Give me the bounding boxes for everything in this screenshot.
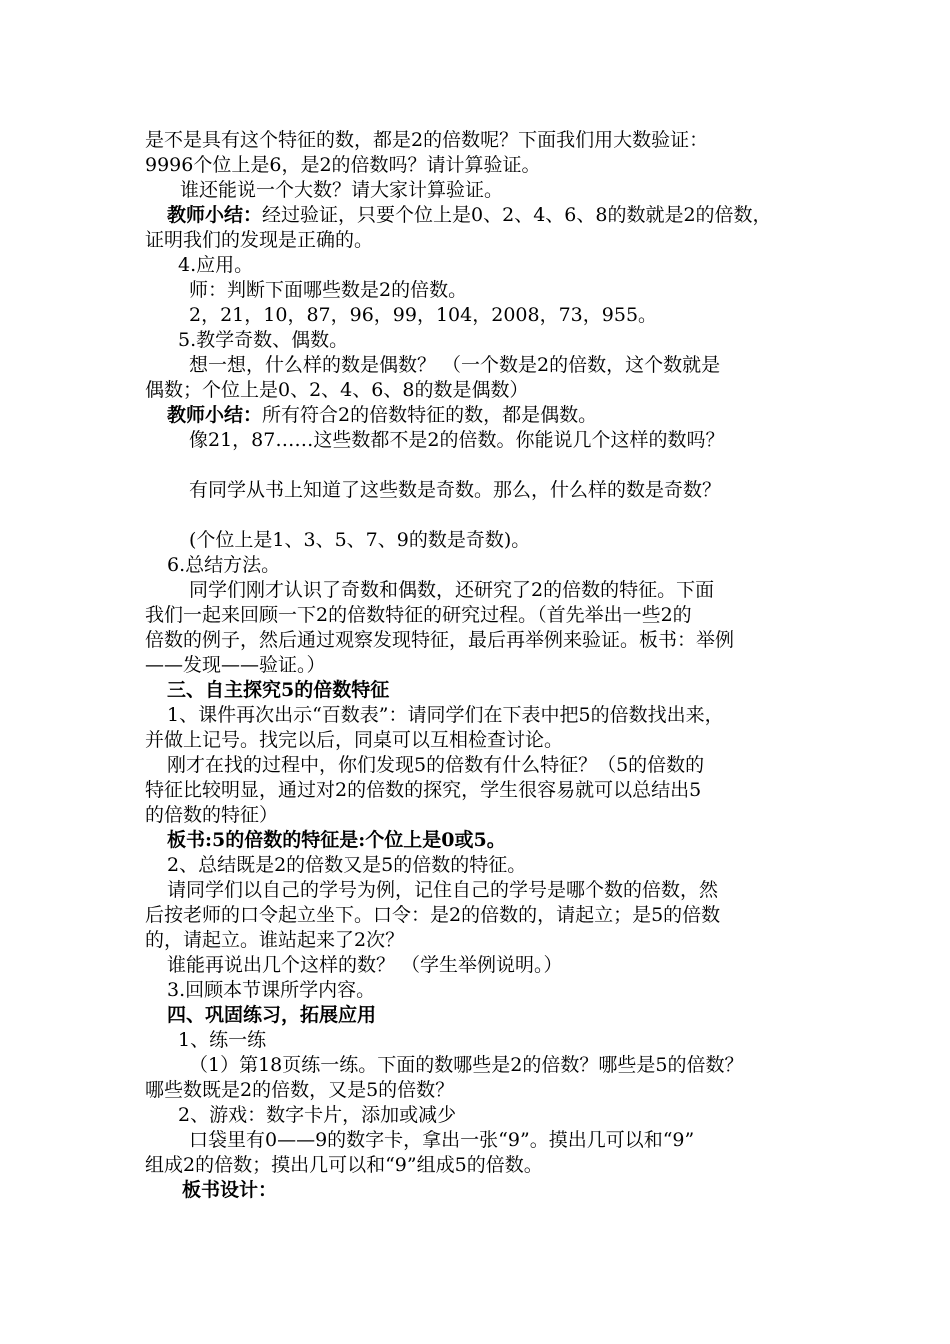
text-line: ——发现——验证。）	[145, 654, 326, 676]
text-line: 6.总结方法。	[167, 554, 281, 576]
text-line: 是不是具有这个特征的数，都是2的倍数呢？下面我们用大数验证：	[145, 129, 709, 151]
text-line: 想一想，什么样的数是偶数？ （一个数是2的倍数，这个数就是	[189, 354, 721, 376]
text-line: 倍数的例子，然后通过观察发现特征，最后再举例来验证。板书：举例	[145, 629, 735, 651]
text-line: 有同学从书上知道了这些数是奇数。那么，什么样的数是奇数？	[189, 479, 722, 501]
text-line: 2、总结既是2的倍数又是5的倍数的特征。	[167, 854, 527, 876]
text-line: 谁还能说一个大数？请大家计算验证。	[180, 179, 504, 201]
section-heading: 三、自主探究5的倍数特征	[167, 679, 390, 701]
text-line: 师：判断下面哪些数是2的倍数。	[189, 279, 468, 301]
text-line: 2，21，10，87，96，99，104，2008，73，955。	[189, 304, 658, 326]
text-line: 请同学们以自己的学号为例，记住自己的学号是哪个数的倍数，然	[167, 879, 719, 901]
text-line: 并做上记号。找完以后，同桌可以互相检查讨论。	[145, 729, 564, 751]
board-note: 板书:5的倍数的特征是:个位上是0或5。	[167, 829, 506, 851]
text-line: 我们一起来回顾一下2的倍数特征的研究过程。（首先举出一些2的	[145, 604, 692, 626]
text-line: 偶数；个位上是0、2、4、6、8的数是偶数）	[145, 379, 529, 401]
text-line: 哪些数既是2的倍数，又是5的倍数？	[145, 1079, 455, 1101]
text-line: 5.教学奇数、偶数。	[178, 329, 349, 351]
section-heading: 四、巩固练习，拓展应用	[167, 1004, 377, 1026]
text-line: 特征比较明显，通过对2的倍数的探究，学生很容易就可以总结出5	[145, 779, 702, 801]
text-line: 教师小结：所有符合2的倍数特征的数，都是偶数。	[167, 404, 598, 426]
text-line: 像21，87……这些数都不是2的倍数。你能说几个这样的数吗？	[189, 429, 725, 451]
text-line: 谁能再说出几个这样的数？ （学生举例说明。）	[167, 954, 563, 976]
text-line: 2、游戏：数字卡片，添加或减少	[178, 1104, 457, 1126]
text-line: （1）第18页练一练。下面的数哪些是2的倍数？哪些是5的倍数？	[189, 1054, 744, 1076]
text-line: 的，请起立。谁站起来了2次？	[145, 929, 405, 951]
board-design-heading: 板书设计：	[182, 1179, 278, 1201]
text-line: 1、练一练	[178, 1029, 267, 1051]
text-line: 教师小结：经过验证，只要个位上是0、2、4、6、8的数就是2的倍数，	[167, 204, 772, 226]
text-line: 组成2的倍数；摸出几可以和“9”组成5的倍数。	[145, 1154, 543, 1176]
text-line: 1、课件再次出示“百数表”：请同学们在下表中把5的倍数找出来，	[167, 704, 724, 726]
text-line: 口袋里有0——9的数字卡，拿出一张“9”。摸出几可以和“9”	[189, 1129, 695, 1151]
text-line: 4.应用。	[178, 254, 254, 276]
bold-label: 教师小结：	[167, 204, 263, 226]
text-line: 后按老师的口令起立坐下。口令：是2的倍数的，请起立；是5的倍数	[145, 904, 721, 926]
text-line: 证明我们的发现是正确的。	[145, 229, 374, 251]
text-line: (个位上是1、3、5、7、9的数是奇数)。	[189, 529, 531, 551]
bold-label: 教师小结：	[167, 404, 263, 426]
text-line: 3.回顾本节课所学内容。	[167, 979, 376, 1001]
text-line: 的倍数的特征）	[145, 804, 279, 826]
text-line: 刚才在找的过程中，你们发现5的倍数有什么特征？（5的倍数的	[167, 754, 705, 776]
text-line: 9996个位上是6，是2的倍数吗？请计算验证。	[145, 154, 541, 176]
text-line: 同学们刚才认识了奇数和偶数，还研究了2的倍数的特征。下面	[189, 579, 715, 601]
